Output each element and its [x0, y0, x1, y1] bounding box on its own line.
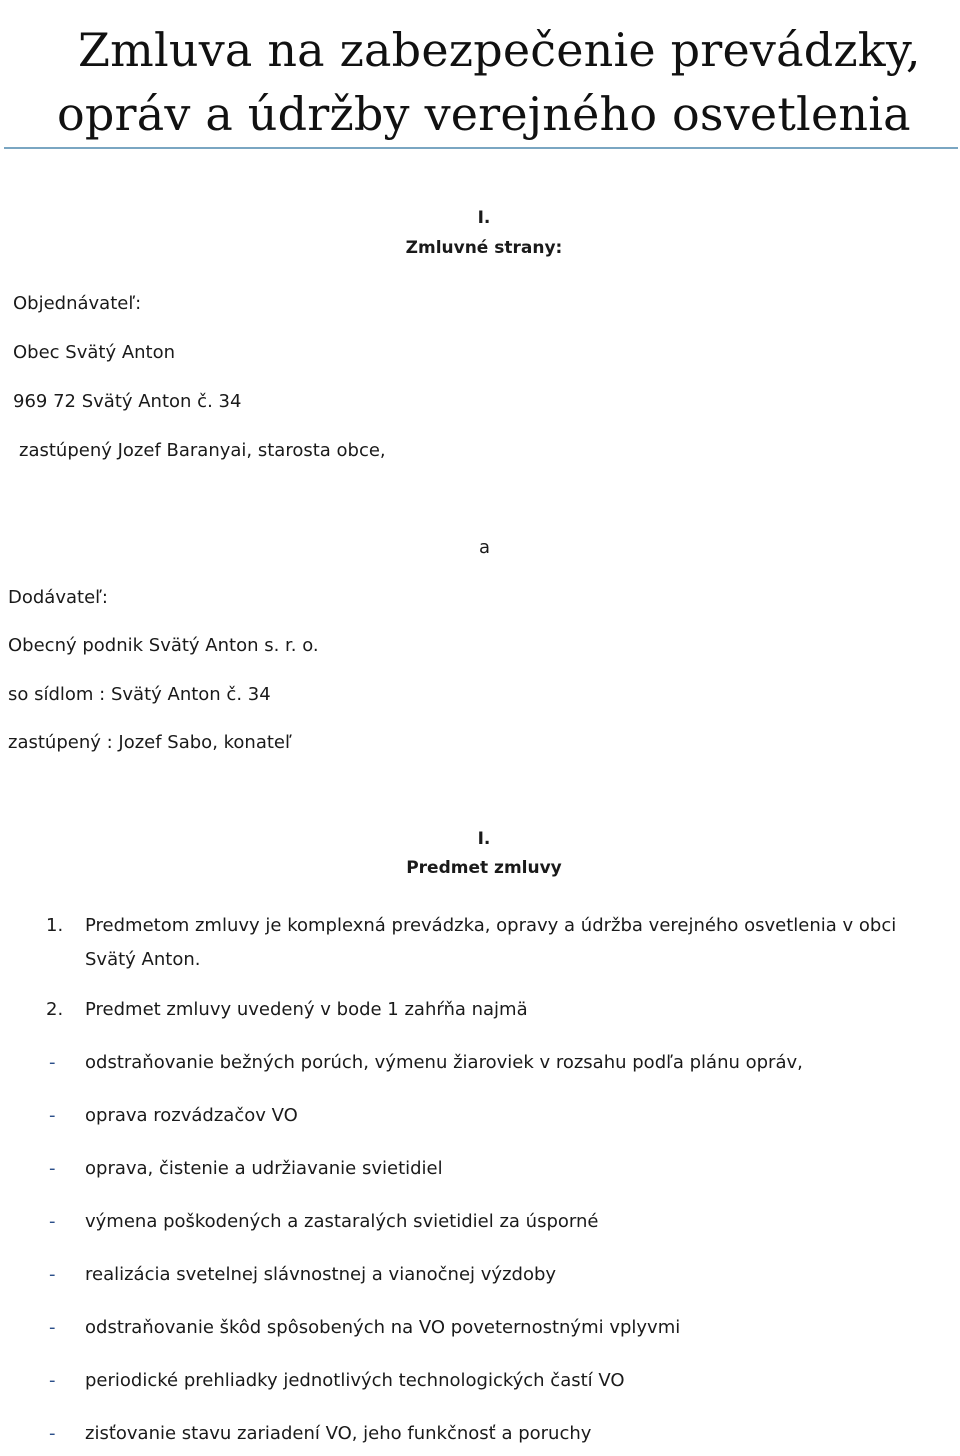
bullet-marker: - — [49, 1317, 56, 1338]
bullet-marker: - — [49, 1264, 56, 1285]
section-1-number: I. — [477, 208, 491, 228]
title-line-2: opráv a údržby verejného osvetlenia — [57, 87, 911, 141]
bullet-marker: - — [49, 1211, 56, 1232]
section-2-heading: Predmet zmluvy — [406, 858, 562, 878]
dodavatel-name: Obecný podnik Svätý Anton s. r. o. — [8, 635, 319, 656]
bullet-item: periodické prehliadky jednotlivých technologických častí VO — [85, 1370, 625, 1391]
objednavatel-label: Objednávateľ: — [13, 293, 142, 314]
bullet-item: oprava rozvádzačov VO — [85, 1105, 298, 1126]
objednavatel-represented: zastúpený Jozef Baranyai, starosta obce, — [19, 440, 386, 461]
dodavatel-seat: so sídlom : Svätý Anton č. 34 — [8, 684, 271, 705]
objednavatel-address: 969 72 Svätý Anton č. 34 — [13, 391, 242, 412]
dodavatel-label: Dodávateľ: — [8, 587, 108, 608]
bullet-marker: - — [49, 1158, 56, 1179]
list-item-number: 1. — [46, 915, 64, 936]
section-1-heading: Zmluvné strany: — [405, 238, 563, 258]
bullet-item: výmena poškodených a zastaralých svietidiel za úsporné — [85, 1211, 599, 1232]
conjunction: a — [479, 537, 491, 558]
bullet-marker: - — [49, 1105, 56, 1126]
objednavatel-name: Obec Svätý Anton — [13, 342, 176, 363]
bullet-item: zisťovanie stavu zariadení VO, jeho funkčnosť a poruchy — [85, 1423, 592, 1444]
dodavatel-represented: zastúpený : Jozef Sabo, konateľ — [8, 732, 292, 753]
bullet-item: odstraňovanie bežných porúch, výmenu žiaroviek v rozsahu podľa plánu opráv, — [85, 1052, 803, 1073]
bullet-item: realizácia svetelnej slávnostnej a vianočnej výzdoby — [85, 1264, 557, 1285]
bullet-marker: - — [49, 1052, 56, 1073]
section-2-number: I. — [477, 829, 491, 849]
bullet-marker: - — [49, 1370, 56, 1391]
list-item-text: Predmet zmluvy uvedený v bode 1 zahŕňa najmä — [85, 999, 528, 1020]
title-line-1: Zmluva na zabezpečenie prevádzky, — [78, 23, 921, 77]
document-title — [0, 18, 960, 146]
list-item-number: 2. — [46, 999, 64, 1020]
bullet-item: odstraňovanie škôd spôsobených na VO poveternostnými vplyvmi — [85, 1317, 681, 1338]
title-divider — [4, 147, 958, 149]
bullet-item: oprava, čistenie a udržiavanie svietidiel — [85, 1158, 443, 1179]
bullet-marker: - — [49, 1423, 56, 1444]
list-item-text: Predmetom zmluvy je komplexná prevádzka, opravy a údržba verejného osvetlenia v obci Svätý Anton. — [85, 915, 897, 970]
